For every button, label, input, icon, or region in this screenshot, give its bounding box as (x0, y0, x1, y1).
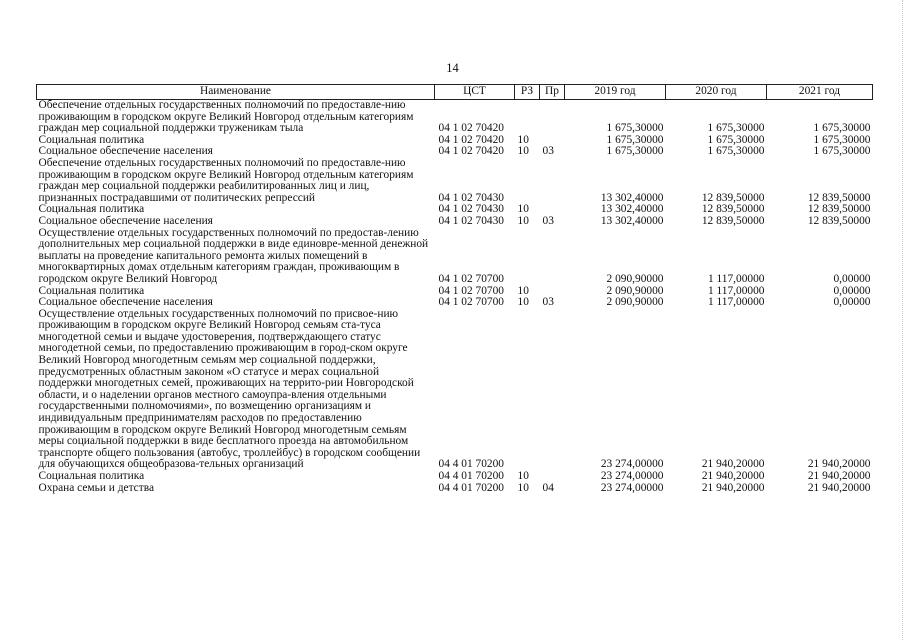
row-2020: 12 839,50000 (701, 191, 765, 204)
row-2020: 1 675,30000 (707, 133, 765, 146)
row-rz: 10 (517, 145, 529, 158)
row-rz (515, 158, 540, 204)
row-cst: 04 4 01 70200 (438, 470, 504, 482)
row-pr (540, 228, 565, 286)
row-2021: 21 940,20000 (807, 481, 871, 494)
header-cst: ЦСТ (435, 85, 515, 100)
row-2019: 13 302,40000 (600, 191, 664, 204)
row-name: Социальное обеспечение населения (38, 214, 213, 227)
row-2020: 21 940,20000 (701, 470, 765, 482)
row-2020: 1 675,30000 (707, 122, 765, 135)
row-2021: 0,00000 (833, 272, 871, 285)
row-2021: 0,00000 (833, 296, 871, 309)
row-rz: 10 (517, 296, 529, 309)
row-rz (515, 100, 540, 135)
page-number: 14 (446, 61, 459, 75)
row-2021: 1 675,30000 (813, 145, 871, 158)
row-2019: 13 302,40000 (600, 203, 664, 216)
row-2019: 2 090,90000 (606, 284, 664, 297)
row-pr (540, 100, 565, 135)
row-cst: 04 1 02 70420 (438, 122, 504, 135)
row-pr: 03 (542, 145, 554, 158)
header-2021: 2021 год (767, 85, 873, 100)
row-cst: 04 1 02 70430 (438, 203, 504, 216)
row-2019: 23 274,00000 (600, 458, 664, 471)
table-row (37, 228, 873, 286)
row-2021: 21 940,20000 (807, 458, 871, 471)
row-rz: 10 (517, 133, 529, 146)
row-cst: 04 1 02 70420 (438, 133, 504, 146)
row-rz (515, 228, 540, 286)
row-2020: 1 117,00000 (707, 272, 765, 285)
header-rz: РЗ (515, 85, 540, 100)
table-row (37, 100, 873, 135)
row-2021: 1 675,30000 (813, 122, 871, 135)
row-2020: 1 117,00000 (707, 296, 765, 309)
row-2020: 12 839,50000 (701, 214, 765, 227)
row-rz: 10 (517, 214, 529, 227)
row-2020: 21 940,20000 (701, 458, 765, 471)
row-name: Социальная политика (38, 203, 145, 216)
row-cst: 04 1 02 70430 (438, 191, 504, 204)
row-name: Обеспечение отдельных государственных полномочий по предоставле-нию проживающим в городском округе Великий Новгород отдельным категориям граждан мер социальной поддержки труженикам тыла (38, 99, 414, 135)
row-cst: 04 1 02 70700 (438, 296, 504, 309)
table-row (37, 158, 873, 204)
row-cst: 04 1 02 70700 (438, 284, 504, 297)
row-name: Социальное обеспечение населения (38, 296, 213, 309)
table-row (37, 483, 873, 495)
row-name: Охрана семьи и детства (38, 481, 154, 494)
table-row (37, 216, 873, 228)
row-2020: 12 839,50000 (701, 203, 765, 216)
row-2021: 21 940,20000 (807, 470, 871, 482)
row-2021: 1 675,30000 (813, 133, 871, 146)
row-2021: 0,00000 (833, 284, 871, 297)
row-2021: 12 839,50000 (807, 203, 871, 216)
row-2019: 23 274,00000 (600, 481, 664, 494)
header-pr: Пр (540, 85, 565, 100)
row-2019: 1 675,30000 (606, 122, 664, 135)
row-rz: 10 (517, 284, 529, 297)
row-rz (515, 309, 540, 471)
row-name: Осуществление отдельных государственных полномочий по присвое-нию проживающим в городском округе Великий Новгород семьям ста-туса многодетной семьи и выдаче удостоверения, подтверждающего статус многодетной семьи, по предоставлению проживающим в город-ском округе Великий Новгород многодетным семьям мер социальной поддержки, предусмотренных областным законом «О статусе и мерах социальной поддержки многодетных семей, проживающих на террито-рии Новгородской области, и о наделении органов местного самоупра-вления отдельными государственными полномочиями», по возмещению организациям и индивидуальным предпринимателям расходов по предоставлению проживающим в городском округе Великий Новгород многодетным семьям меры социальной поддержки в виде бесплатного проезда на автомобильном транспорте общего пользования (автобус, троллейбус) в городском сообщении для обучающихся общеобразова-тельных организаций (38, 307, 421, 471)
budget-table (36, 84, 873, 494)
table-row (37, 471, 873, 483)
header-name: Наименование (37, 85, 435, 100)
row-cst: 04 1 02 70420 (438, 145, 504, 158)
row-name: Осуществление отдельных государственных полномочий по предостав-лению дополнительных мер социальной поддержки в виде единовре-менной денежной выплаты на проведение капитального ремонта жилых помещений в многоквартирных домах отдельным категориям граждан, проживающим в городском округе Великий Новгород (38, 226, 429, 285)
row-2020: 1 675,30000 (707, 145, 765, 158)
row-name: Социальная политика (38, 470, 145, 482)
row-name: Социальное обеспечение населения (38, 145, 213, 158)
header-2020: 2020 год (666, 85, 767, 100)
row-name: Социальная политика (38, 284, 145, 297)
row-rz: 10 (517, 470, 529, 482)
row-pr (540, 309, 565, 471)
header-2019: 2019 год (565, 85, 666, 100)
row-2021: 12 839,50000 (807, 191, 871, 204)
table-header-row (37, 85, 873, 100)
row-rz: 10 (517, 203, 529, 216)
row-pr: 03 (542, 214, 554, 227)
row-rz: 10 (517, 481, 529, 494)
row-cst: 04 4 01 70200 (438, 481, 504, 494)
row-2020: 1 117,00000 (707, 284, 765, 297)
row-pr (540, 471, 565, 483)
scan-margin-edge (898, 0, 903, 640)
row-pr: 03 (542, 296, 554, 309)
row-pr (540, 158, 565, 204)
row-name: Обеспечение отдельных государственных полномочий по предоставле-нию проживающим в городском округе Великий Новгород отдельным категориям граждан мер социальной поддержки реабилитированных лиц и лиц, признанных пострадавшими от политических репрессий (38, 156, 414, 204)
row-pr: 04 (542, 481, 554, 494)
row-name: Социальная политика (38, 133, 145, 146)
row-2019: 13 302,40000 (600, 214, 664, 227)
row-2020: 21 940,20000 (701, 481, 765, 494)
row-cst: 04 4 01 70200 (438, 458, 504, 471)
row-2019: 1 675,30000 (606, 133, 664, 146)
table-row (37, 309, 873, 471)
row-2019: 2 090,90000 (606, 272, 664, 285)
table-row (37, 297, 873, 309)
row-cst: 04 1 02 70700 (438, 272, 504, 285)
row-2019: 1 675,30000 (606, 145, 664, 158)
row-2021: 12 839,50000 (807, 214, 871, 227)
row-2019: 23 274,00000 (600, 470, 664, 482)
row-cst: 04 1 02 70430 (438, 214, 504, 227)
row-2019: 2 090,90000 (606, 296, 664, 309)
